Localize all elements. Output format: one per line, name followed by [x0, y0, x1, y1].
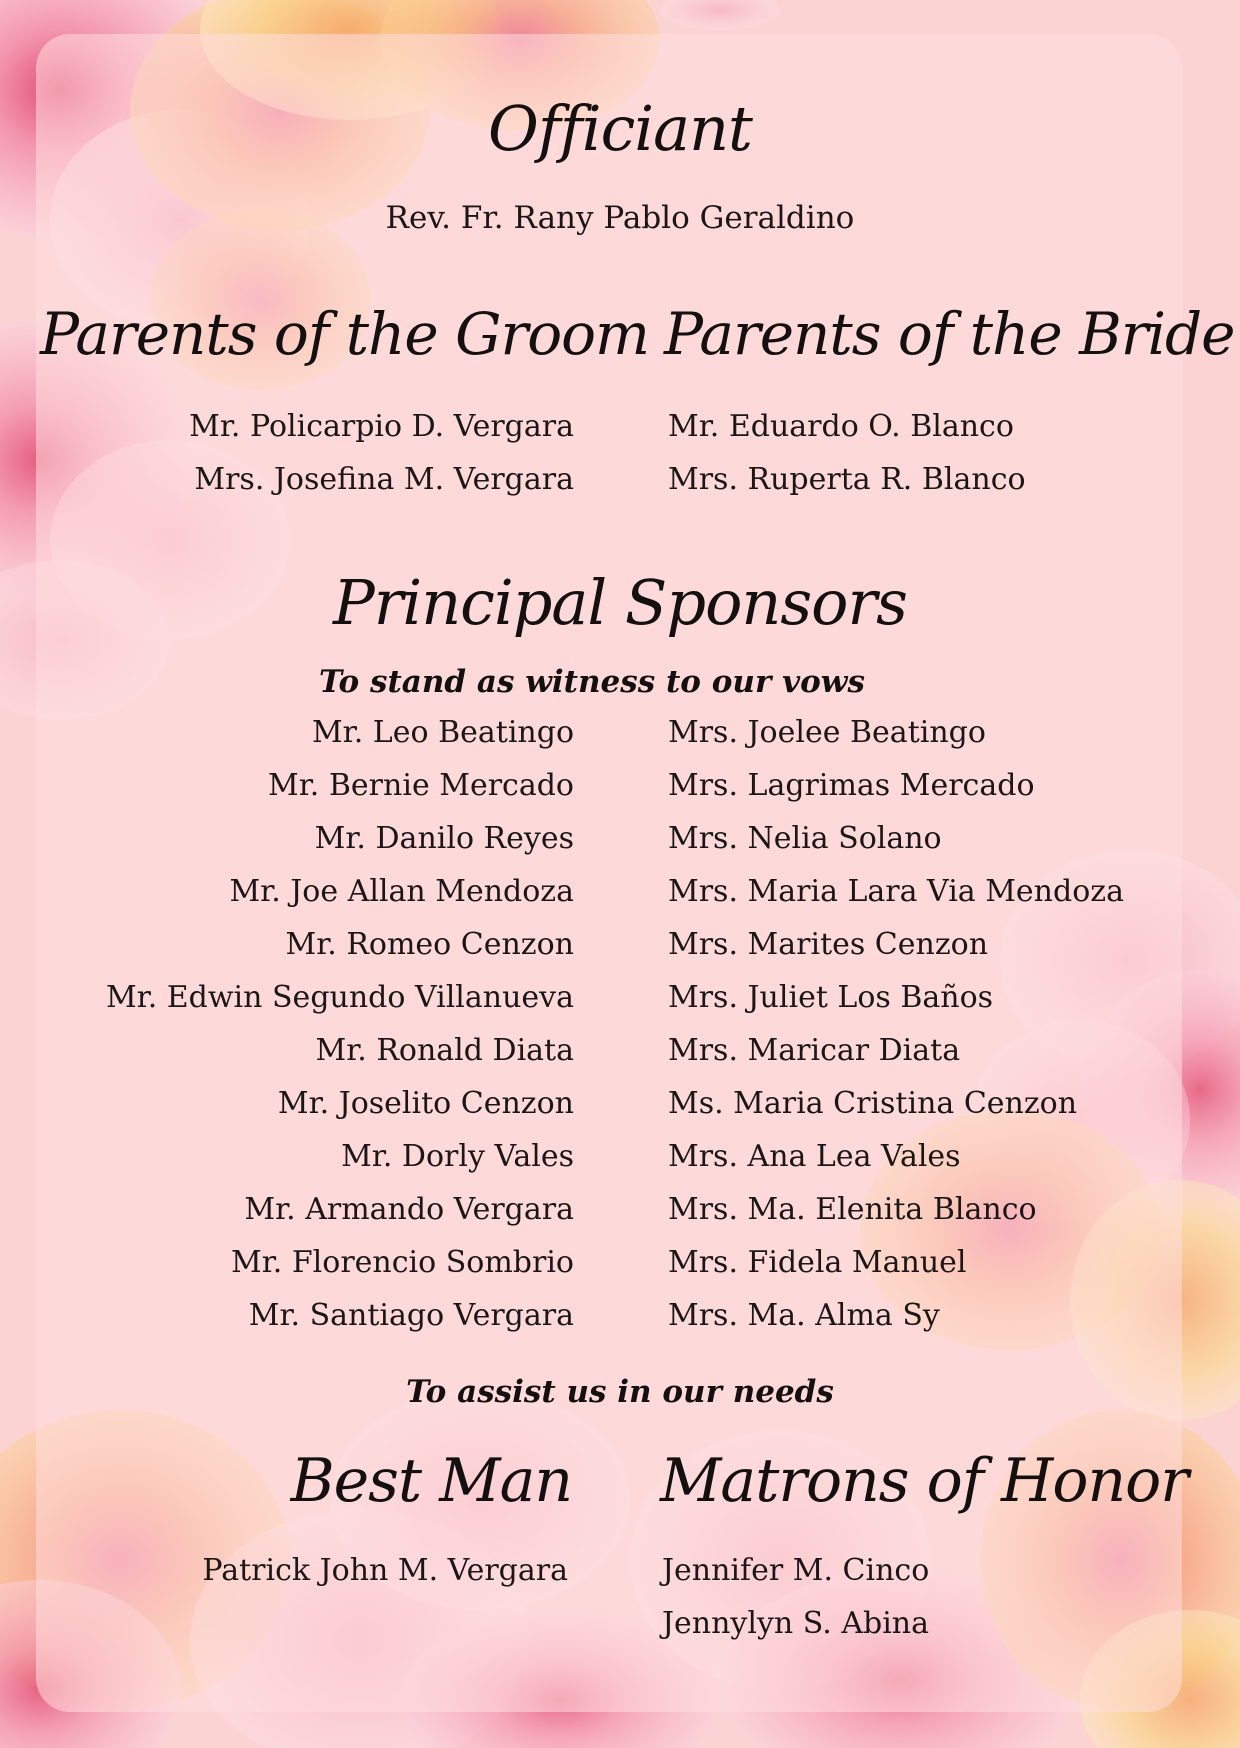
sponsor-name: Mrs. Nelia Solano: [668, 821, 942, 856]
officiant-heading: Officiant: [488, 92, 752, 165]
matrons-list: [662, 1544, 1182, 1650]
parents-bride-name: Mr. Eduardo O. Blanco: [668, 409, 1014, 444]
matron-name: Jennylyn S. Abina: [662, 1606, 929, 1641]
parents-bride-name: Mrs. Ruperta R. Blanco: [668, 462, 1026, 497]
sponsor-name: Mr. Armando Vergara: [244, 1192, 574, 1227]
parents-groom-list: [40, 400, 574, 506]
parents-groom-heading: Parents of the Groom: [40, 300, 650, 368]
matrons-heading: Matrons of Honor: [660, 1446, 1188, 1516]
sponsor-name: Mr. Bernie Mercado: [268, 768, 574, 803]
sponsors-left-list: [40, 706, 574, 1342]
sponsor-name: Mr. Danilo Reyes: [314, 821, 574, 856]
sponsor-name: Mrs. Maria Lara Via Mendoza: [668, 874, 1124, 909]
officiant-name: Rev. Fr. Rany Pablo Geraldino: [385, 200, 855, 236]
sponsor-name: Mrs. Lagrimas Mercado: [668, 768, 1035, 803]
parents-groom-name: Mr. Policarpio D. Vergara: [189, 409, 574, 444]
sponsor-name: Mr. Ronald Diata: [315, 1033, 574, 1068]
best-man-heading: Best Man: [290, 1446, 572, 1516]
sponsor-name: Mr. Romeo Cenzon: [285, 927, 574, 962]
principal-sponsors-subheading: To stand as witness to our vows: [319, 664, 865, 700]
parents-groom-name: Mrs. Josefina M. Vergara: [194, 462, 574, 497]
sponsor-name: Ms. Maria Cristina Cenzon: [668, 1086, 1078, 1121]
sponsor-name: Mrs. Joelee Beatingo: [668, 715, 986, 750]
sponsor-name: Mrs. Fidela Manuel: [668, 1245, 967, 1280]
parents-bride-list: [668, 400, 1188, 506]
sponsor-name: Mr. Joselito Cenzon: [277, 1086, 574, 1121]
sponsor-name: Mr. Leo Beatingo: [311, 715, 574, 750]
sponsor-name: Mr. Joe Allan Mendoza: [229, 874, 574, 909]
assist-subheading: To assist us in our needs: [406, 1374, 834, 1410]
sponsor-name: Mrs. Marites Cenzon: [668, 927, 989, 962]
sponsor-name: Mrs. Ma. Alma Sy: [668, 1298, 940, 1333]
sponsor-name: Mrs. Maricar Diata: [668, 1033, 961, 1068]
best-man-list: [40, 1544, 568, 1597]
matron-name: Jennifer M. Cinco: [662, 1553, 930, 1588]
sponsors-right-list: [668, 706, 1208, 1342]
parents-bride-heading: Parents of the Bride: [664, 300, 1235, 368]
sponsor-name: Mrs. Ma. Elenita Blanco: [668, 1192, 1037, 1227]
sponsor-name: Mrs. Juliet Los Baños: [668, 980, 994, 1015]
sponsor-name: Mr. Edwin Segundo Villanueva: [105, 980, 574, 1015]
sponsor-name: Mr. Santiago Vergara: [248, 1298, 574, 1333]
sponsor-name: Mrs. Ana Lea Vales: [668, 1139, 961, 1174]
principal-sponsors-heading: Principal Sponsors: [333, 566, 907, 639]
best-man-name: Patrick John M. Vergara: [202, 1553, 568, 1588]
sponsor-name: Mr. Dorly Vales: [341, 1139, 574, 1174]
sponsor-name: Mr. Florencio Sombrio: [231, 1245, 574, 1280]
